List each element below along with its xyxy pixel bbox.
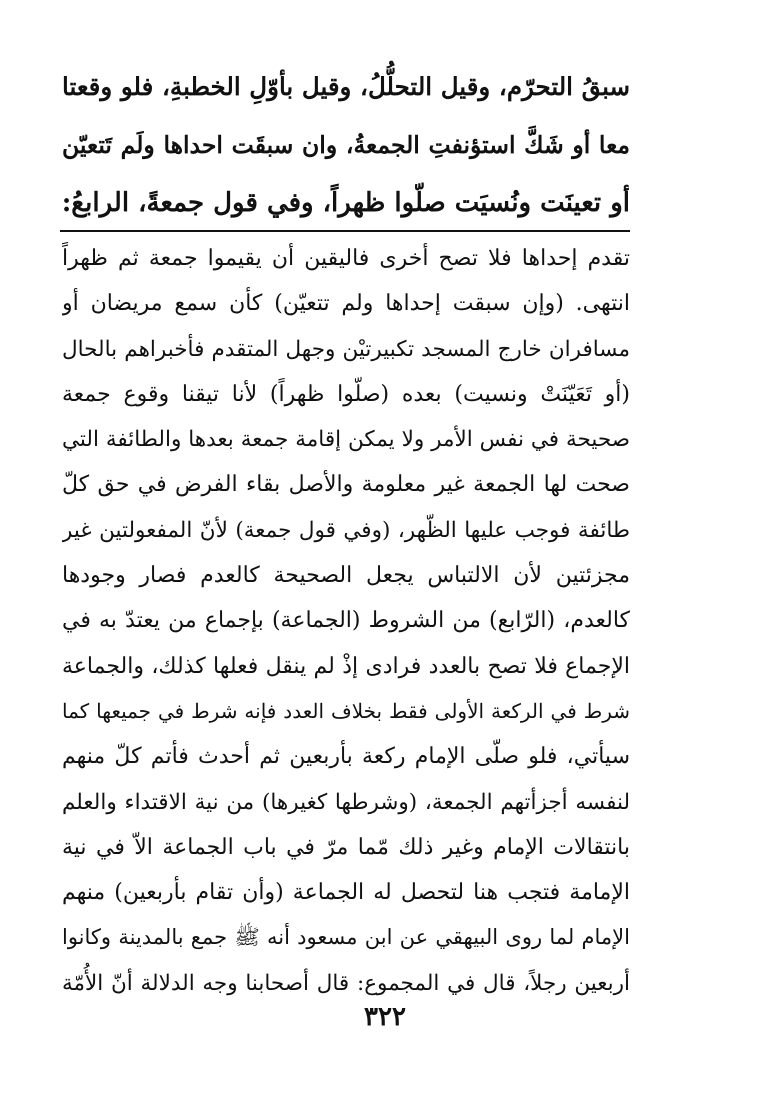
main-text-line: أو تعينَت ونُسيَت صلّوا ظهراً، وفي قول جمعةً، الرابعُ: — [62, 188, 630, 218]
separator-rule — [60, 230, 630, 232]
commentary-line: مجزئتين لأن الالتباس يجعل الصحيحة كالعدم فصار وجودها — [62, 563, 630, 589]
commentary-line: (أو تَعَيّنَتْ ونسيت) بعده (صلّوا ظهراً) لأنا تيقنا وقوع جمعة — [62, 381, 630, 407]
commentary-line: كالعدم، (الرّابع) من الشروط (الجماعة) بإجماع من يعتدّ به في — [62, 608, 630, 634]
commentary-block — [62, 236, 630, 1006]
main-text-block — [62, 58, 630, 232]
commentary-line: صحيحة في نفس الأمر ولا يمكن إقامة جمعة بعدها والطائفة التي — [62, 427, 630, 453]
commentary-line: تقدم إحداها فلا تصح أخرى فاليقين أن يقيموا جمعة ثم ظهراً — [62, 246, 630, 271]
main-text-line: سبقُ التحرّم، وقيل التحلُّلُ، وقيل بأوّلِ الخطبةِ، فلو وقعتا — [62, 72, 630, 101]
commentary-line: صحت لها الجمعة غير معلومة والأصل بقاء الفرض في حق كلّ — [62, 472, 630, 498]
commentary-line: الإمامة فتجب هنا لتحصل له الجماعة (وأن تقام بأربعين) منهم — [62, 880, 630, 906]
page-number: ٣٢٢ — [364, 1002, 406, 1032]
commentary-line: شرط في الركعة الأولى فقط بخلاف العدد فإنه شرط في جميعها كما — [62, 698, 630, 723]
commentary-line: الإمام لما روى البيهقي عن ابن مسعود أنه ﷺ جمع بالمدينة وكانوا — [62, 925, 630, 950]
commentary-line: انتهى. (وإن سبقت إحداها ولم تتعيّن) كأن سمع مريضان أو — [62, 291, 630, 317]
commentary-line: سيأتي، فلو صلّى الإمام ركعة بأربعين ثم أحدث فأتم كلّ منهم — [62, 744, 630, 770]
commentary-line: أربعين رجلاً، قال في المجموع: قال أصحابنا وجه الدلالة أنّ الأُمّة — [62, 970, 630, 996]
main-text-line: معا أو شَكَّ استؤنفتِ الجمعةُ، وان سبقَت احداها ولَم تَتعيّن — [62, 131, 630, 159]
commentary-line: بانتقالات الإمام وغير ذلك مّما مرّ في باب الجماعة الاّ في نية — [62, 834, 630, 860]
commentary-line: لنفسه أجزأتهم الجمعة، (وشرطها كغيرها) من نية الاقتداء والعلم — [62, 789, 630, 815]
commentary-line: مسافران خارج المسجد تكبيرتيْن وجهل المتقدم فأخبراهم بالحال — [62, 336, 630, 362]
commentary-line: طائفة فوجب عليها الظّهر، (وفي قول جمعة) لأنّ المفعولتين غير — [62, 517, 630, 543]
commentary-line: الإجماع فلا تصح بالعدد فرادى إذْ لم ينقل فعلها كذلك، والجماعة — [62, 653, 630, 679]
